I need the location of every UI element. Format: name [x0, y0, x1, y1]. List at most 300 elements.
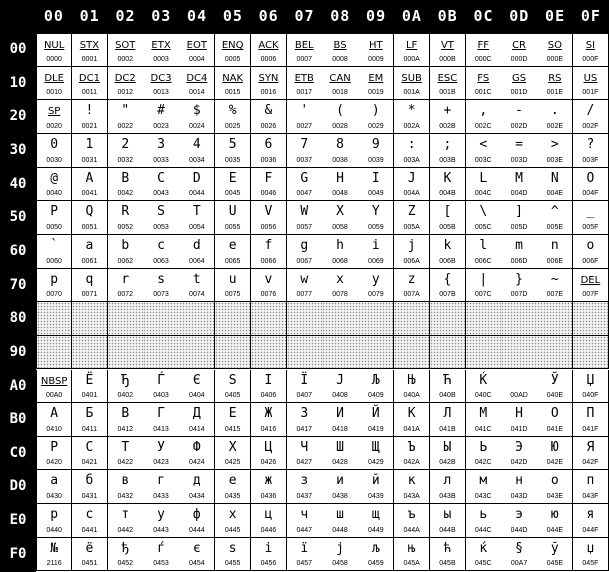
char-glyph: C [157, 170, 165, 186]
char-glyph: т [121, 507, 130, 523]
char-glyph: 0 [50, 136, 59, 152]
char-glyph: Џ [586, 372, 595, 388]
char-glyph: Е [228, 406, 237, 422]
char-codepoint: 003B [439, 156, 456, 164]
char-glyph: \ [479, 204, 488, 220]
char-glyph: Ц [264, 439, 273, 455]
char-codepoint: 0041 [81, 190, 98, 198]
char-cell-0075 [215, 269, 251, 303]
char-glyph: w [300, 271, 309, 287]
char-glyph: : [407, 136, 416, 152]
char-cell-0413 [143, 403, 179, 437]
char-codepoint: 045A [403, 560, 420, 568]
char-cell-0422 [108, 437, 144, 471]
char-cell-002C [466, 100, 502, 134]
char-glyph: о [550, 473, 559, 489]
char-codepoint: 0062 [117, 257, 134, 265]
char-glyph: І [264, 372, 273, 388]
char-codepoint: 0039 [368, 156, 384, 164]
row-header-80: 80 [0, 302, 36, 337]
char-glyph: Q [85, 204, 94, 220]
char-codepoint: 0022 [117, 122, 134, 130]
char-cell-043F [573, 470, 609, 504]
char-codepoint: 007C [474, 291, 492, 299]
char-glyph: L [479, 170, 488, 186]
char-cell-040E [537, 370, 573, 404]
char-glyph: Щ [371, 439, 380, 455]
char-cell-0456 [251, 538, 287, 572]
char-glyph: Ѓ [157, 372, 165, 388]
char-glyph: k [443, 237, 452, 253]
char-cell-044C [466, 504, 502, 538]
row-header-D0: D0 [0, 470, 36, 505]
char-glyph: x [336, 271, 344, 287]
char-cell-0073 [143, 269, 179, 303]
char-codepoint: 004E [546, 190, 564, 198]
char-glyph: z [407, 271, 416, 287]
char-glyph: b [121, 237, 130, 253]
column-header-0A: 0A [401, 7, 422, 25]
char-glyph: BEL [294, 40, 314, 51]
char-codepoint: 042A [403, 459, 420, 467]
char-codepoint: 0437 [296, 493, 313, 501]
char-cell-0440 [36, 504, 72, 538]
char-codepoint: 0077 [296, 291, 313, 299]
char-glyph: q [85, 271, 94, 287]
char-codepoint: 006D [510, 257, 528, 265]
char-cell-007E [537, 269, 573, 303]
char-cell-0449 [358, 504, 394, 538]
char-cell-044E [537, 504, 573, 538]
char-codepoint: 0457 [296, 560, 313, 568]
char-glyph: $ [192, 103, 201, 119]
char-codepoint: 040A [403, 392, 420, 400]
char-codepoint: 006E [546, 257, 564, 265]
char-glyph: Ї [300, 372, 309, 388]
unused-cell [108, 336, 144, 370]
char-glyph: Њ [407, 372, 416, 388]
char-cell-0003 [143, 33, 179, 67]
unused-cell [501, 302, 537, 336]
char-codepoint: 0414 [189, 425, 205, 433]
char-glyph: & [264, 103, 273, 119]
char-codepoint: 002B [439, 122, 456, 130]
char-cell-0457 [287, 538, 323, 572]
char-cell-0444 [179, 504, 215, 538]
char-glyph: Ы [443, 439, 452, 455]
char-cell-041C [466, 403, 502, 437]
char-cell-0432 [108, 470, 144, 504]
row-header-60: 60 [0, 235, 36, 270]
char-codepoint: 0072 [117, 291, 134, 299]
char-codepoint: 0402 [117, 392, 134, 400]
char-cell-0042 [108, 168, 144, 202]
column-header-0D: 0D [509, 7, 530, 25]
char-cell-0079 [358, 269, 394, 303]
unused-cell [501, 336, 537, 370]
char-codepoint: 003F [582, 156, 599, 164]
char-glyph: DC2 [114, 72, 136, 84]
char-cell-006B [430, 235, 466, 269]
char-cell-0048 [322, 168, 358, 202]
char-codepoint: 0009 [368, 55, 384, 63]
char-codepoint: 0060 [46, 257, 62, 265]
char-cell-0061 [72, 235, 108, 269]
column-header-02: 02 [115, 7, 136, 25]
char-glyph: д [192, 473, 201, 489]
char-codepoint: 0428 [332, 459, 348, 467]
unused-cell [573, 336, 609, 370]
char-codepoint: 043C [474, 493, 492, 501]
char-codepoint: 000F [582, 55, 599, 63]
unused-cell [430, 336, 466, 370]
char-glyph: ^ [550, 204, 559, 220]
char-glyph: Љ [371, 372, 380, 388]
row-header-70: 70 [0, 269, 36, 304]
char-cell-0057 [287, 201, 323, 235]
char-codepoint: 0422 [117, 459, 134, 467]
char-cell-000B [430, 33, 466, 67]
char-glyph: + [443, 103, 452, 119]
char-codepoint: 0451 [81, 560, 98, 568]
char-cell-0016 [251, 67, 287, 101]
char-glyph: BS [333, 40, 347, 51]
unused-cell [358, 336, 394, 370]
char-glyph: - [515, 103, 523, 119]
char-cell-0402 [108, 370, 144, 404]
char-codepoint: 0001 [81, 55, 98, 63]
char-codepoint: 041B [439, 425, 456, 433]
char-glyph: VT [440, 40, 454, 51]
char-glyph: a [85, 237, 94, 253]
char-codepoint: 0046 [260, 190, 277, 198]
char-glyph: v [264, 271, 273, 287]
char-cell-000E [537, 33, 573, 67]
char-glyph: c [157, 237, 165, 253]
char-codepoint: 0038 [332, 156, 348, 164]
unused-cell [36, 336, 72, 370]
char-codepoint: 0403 [153, 392, 169, 400]
char-codepoint: 0447 [296, 526, 313, 534]
char-cell-0435 [215, 470, 251, 504]
char-cell-0053 [143, 201, 179, 235]
char-glyph: NBSP [40, 375, 68, 387]
char-glyph: E [228, 170, 237, 186]
char-codepoint: 043A [403, 493, 420, 501]
char-glyph: ! [85, 103, 94, 119]
char-cell-0420 [36, 437, 72, 471]
char-cell-0015 [215, 67, 251, 101]
char-cell-004C [466, 168, 502, 202]
char-codepoint: 044C [474, 526, 492, 534]
char-codepoint: 042E [546, 459, 564, 467]
char-glyph: % [228, 103, 237, 119]
char-glyph: . [550, 103, 559, 119]
char-cell-0458 [322, 538, 358, 572]
char-glyph: I [371, 170, 380, 186]
char-glyph: П [586, 406, 595, 422]
char-codepoint: 005D [510, 223, 528, 231]
char-cell-0009 [358, 33, 394, 67]
char-cell-001D [501, 67, 537, 101]
char-codepoint: 0406 [260, 392, 277, 400]
char-codepoint: 0053 [153, 223, 169, 231]
char-glyph: SOT [115, 40, 136, 51]
char-glyph: 4 [192, 136, 201, 152]
char-cell-043A [394, 470, 430, 504]
char-cell-0049 [358, 168, 394, 202]
char-cell-044A [394, 504, 430, 538]
char-cell-003E [537, 134, 573, 168]
char-glyph: CR [512, 40, 526, 51]
char-cell-0034 [179, 134, 215, 168]
char-glyph: б [85, 473, 94, 489]
char-glyph: ѕ [228, 540, 237, 556]
char-cell-0040 [36, 168, 72, 202]
char-cell-006D [501, 235, 537, 269]
char-codepoint: 00A7 [510, 560, 528, 568]
char-cell-044D [501, 504, 537, 538]
char-glyph: US [583, 72, 598, 84]
char-codepoint: 006F [582, 257, 599, 265]
char-codepoint: 0435 [224, 493, 241, 501]
char-glyph: 9 [371, 136, 380, 152]
char-codepoint: 0017 [296, 89, 313, 97]
row-header-F0: F0 [0, 538, 36, 572]
char-glyph: u [228, 271, 237, 287]
char-codepoint: 007F [582, 291, 599, 299]
char-glyph: i [371, 237, 380, 253]
char-glyph: н [515, 473, 523, 489]
char-cell-0451 [72, 538, 108, 572]
char-codepoint: 0427 [296, 459, 313, 467]
char-glyph: SP [47, 106, 61, 118]
char-codepoint: 0071 [81, 291, 98, 299]
char-cell-0060 [36, 235, 72, 269]
char-codepoint: 2116 [46, 560, 62, 568]
char-codepoint: 044A [403, 526, 420, 534]
char-glyph: к [407, 473, 416, 489]
char-codepoint: 0401 [81, 392, 98, 400]
char-glyph: у [157, 507, 165, 523]
char-codepoint: 0008 [332, 55, 348, 63]
char-glyph: м [479, 473, 488, 489]
char-cell-000F [573, 33, 609, 67]
char-codepoint: 0432 [117, 493, 134, 501]
char-codepoint: 005C [474, 223, 492, 231]
char-cell-006A [394, 235, 430, 269]
char-codepoint: 0070 [46, 291, 62, 299]
char-glyph: Ч [300, 439, 309, 455]
char-glyph: і [264, 540, 273, 556]
char-glyph: ; [443, 136, 452, 152]
char-glyph: ш [336, 507, 344, 523]
char-glyph: f [264, 237, 273, 253]
char-glyph: * [407, 103, 416, 119]
char-cell-041A [394, 403, 430, 437]
char-codepoint: 0442 [117, 526, 134, 534]
char-codepoint: 041F [582, 425, 599, 433]
char-glyph: e [228, 237, 237, 253]
char-glyph: 1 [85, 136, 94, 152]
char-cell-044B [430, 504, 466, 538]
char-codepoint: 0044 [189, 190, 205, 198]
char-glyph: ETX [151, 40, 171, 51]
char-cell-040B [430, 370, 466, 404]
char-codepoint: 0408 [332, 392, 348, 400]
char-glyph: ќ [479, 540, 488, 556]
char-codepoint: 0417 [296, 425, 313, 433]
char-codepoint: 005A [403, 223, 420, 231]
char-glyph: , [479, 103, 488, 119]
char-codepoint: 0064 [189, 257, 205, 265]
char-codepoint: 0411 [81, 425, 97, 433]
unused-cell [143, 302, 179, 336]
char-codepoint: 040E [546, 392, 564, 400]
column-header-05: 05 [222, 7, 243, 25]
char-cell-0025 [215, 100, 251, 134]
char-codepoint: 001A [403, 89, 420, 97]
char-codepoint: 0004 [189, 55, 205, 63]
char-glyph: ю [550, 507, 559, 523]
char-cell-0001 [72, 33, 108, 67]
char-codepoint: 0415 [224, 425, 241, 433]
char-glyph: Ф [192, 439, 201, 455]
char-cell-0454 [179, 538, 215, 572]
char-cell-0459 [358, 538, 394, 572]
char-glyph: / [586, 103, 595, 119]
char-cell-006F [573, 235, 609, 269]
char-cell-001E [537, 67, 573, 101]
char-glyph: EM [368, 72, 384, 84]
char-cell-0030 [36, 134, 72, 168]
char-codepoint: 043F [582, 493, 599, 501]
char-cell-0058 [322, 201, 358, 235]
char-cell-040C [466, 370, 502, 404]
char-codepoint: 000C [474, 55, 492, 63]
column-header-00: 00 [43, 7, 64, 25]
char-codepoint: 0443 [153, 526, 169, 534]
char-glyph: Н [515, 406, 523, 422]
char-cell-0019 [358, 67, 394, 101]
char-glyph: л [443, 473, 452, 489]
char-cell-0055 [215, 201, 251, 235]
unused-cell [251, 336, 287, 370]
char-glyph: _ [586, 204, 595, 220]
char-codepoint: 0433 [153, 493, 169, 501]
char-codepoint: 0040 [46, 190, 62, 198]
char-codepoint: 0016 [260, 89, 277, 97]
char-codepoint: 0453 [153, 560, 169, 568]
char-cell-0406 [251, 370, 287, 404]
char-codepoint: 001D [510, 89, 528, 97]
char-glyph: 6 [264, 136, 273, 152]
char-glyph: FF [477, 40, 489, 51]
char-glyph: SYN [258, 72, 279, 84]
char-cell-0033 [143, 134, 179, 168]
char-cell-0022 [108, 100, 144, 134]
char-glyph: М [479, 406, 488, 422]
char-glyph: RS [548, 72, 562, 84]
char-cell-0012 [108, 67, 144, 101]
char-codepoint: 0456 [260, 560, 277, 568]
char-glyph: У [157, 439, 165, 455]
char-glyph: ц [264, 507, 273, 523]
char-cell-0005 [215, 33, 251, 67]
char-glyph: В [121, 406, 130, 422]
char-codepoint: 0011 [81, 89, 97, 97]
row-header-00: 00 [0, 33, 36, 68]
char-codepoint: 0419 [368, 425, 384, 433]
char-cell-0007 [287, 33, 323, 67]
char-cell-042F [573, 437, 609, 471]
char-cell-0006 [251, 33, 287, 67]
char-glyph: l [479, 237, 488, 253]
char-glyph: S [157, 204, 165, 220]
char-codepoint: 0024 [189, 122, 205, 130]
char-cell-0017 [287, 67, 323, 101]
char-glyph: њ [407, 540, 416, 556]
char-codepoint: 0448 [332, 526, 348, 534]
char-codepoint: 0431 [81, 493, 98, 501]
char-cell-002E [537, 100, 573, 134]
char-codepoint: 045B [439, 560, 456, 568]
char-cell-0044 [179, 168, 215, 202]
char-codepoint: 0015 [224, 89, 241, 97]
char-glyph: № [50, 540, 59, 556]
char-glyph: Ь [479, 439, 488, 455]
char-codepoint: 040F [582, 392, 599, 400]
char-codepoint: 0028 [332, 122, 348, 130]
char-glyph: ) [371, 103, 380, 119]
char-glyph: є [192, 540, 201, 556]
char-cell-0047 [287, 168, 323, 202]
char-codepoint: 002C [474, 122, 492, 130]
char-cell-00A7 [501, 538, 537, 572]
char-codepoint: 0067 [296, 257, 313, 265]
char-codepoint: 041A [403, 425, 420, 433]
char-codepoint: 0430 [46, 493, 62, 501]
char-glyph: H [336, 170, 344, 186]
char-codepoint: 043D [510, 493, 528, 501]
char-codepoint: 0052 [117, 223, 134, 231]
char-cell-0051 [72, 201, 108, 235]
char-glyph: а [50, 473, 59, 489]
char-glyph: P [50, 204, 59, 220]
char-cell-000D [501, 33, 537, 67]
char-cell-0039 [358, 134, 394, 168]
char-glyph: Ж [264, 406, 273, 422]
char-codepoint: 007A [403, 291, 420, 299]
char-glyph: STX [79, 40, 100, 51]
char-codepoint: 0409 [368, 392, 384, 400]
char-codepoint: 000A [403, 55, 420, 63]
char-glyph: щ [371, 507, 380, 523]
char-codepoint: 0037 [296, 156, 313, 164]
char-glyph: Ћ [443, 372, 452, 388]
char-glyph: Ш [336, 439, 344, 455]
char-glyph: ђ [121, 540, 130, 556]
char-codepoint: 042F [582, 459, 599, 467]
char-cell-0014 [179, 67, 215, 101]
char-glyph: ETB [294, 72, 314, 84]
char-codepoint: 00AD [510, 392, 528, 400]
char-cell-0046 [251, 168, 287, 202]
unused-cell [287, 336, 323, 370]
char-codepoint: 001C [474, 89, 492, 97]
char-cell-0063 [143, 235, 179, 269]
char-glyph: я [586, 507, 595, 523]
